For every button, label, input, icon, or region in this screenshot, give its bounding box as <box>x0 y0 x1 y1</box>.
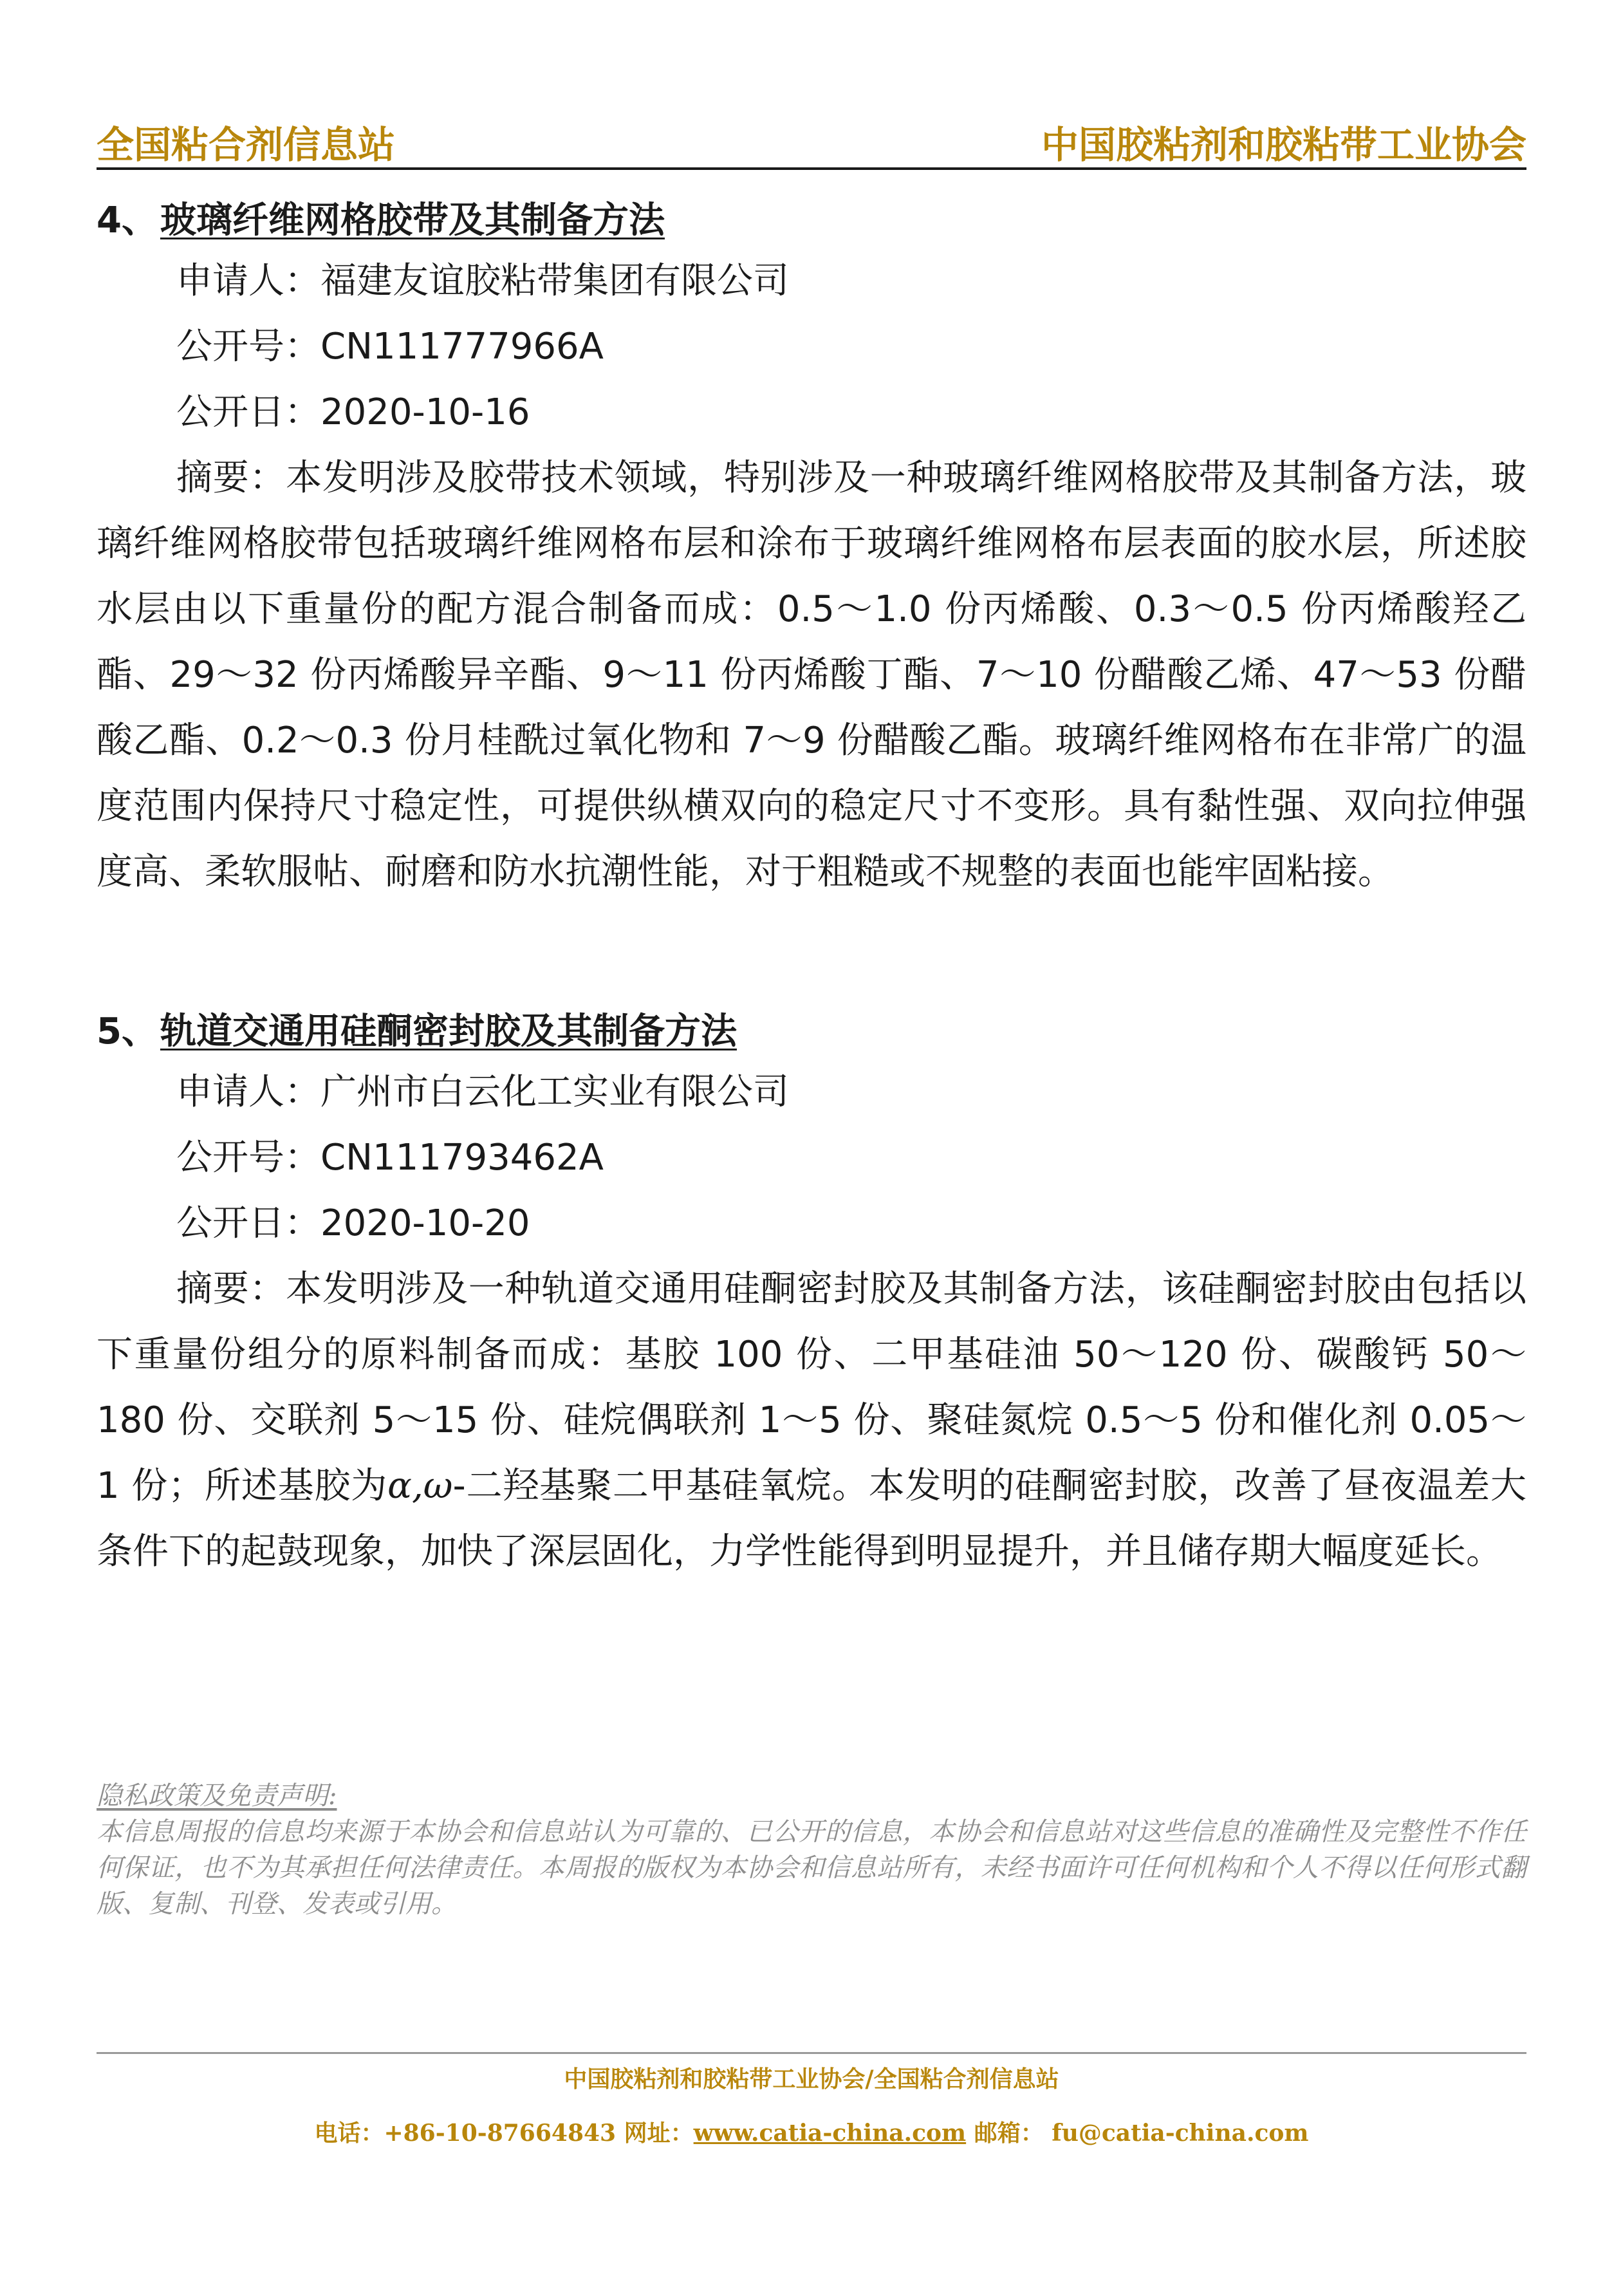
publication-date-field: 公开日：2020-10-16 <box>176 391 530 433</box>
footer-divider <box>97 2052 1526 2054</box>
footer-phone: 电话：+86-10-87664843 网址： <box>314 2120 694 2147</box>
abstract-paragraph: 摘要：本发明涉及胶带技术领域，特别涉及一种玻璃纤维网格胶带及其制备方法，玻璃纤维网格胶带包括玻璃纤维网格布层和涂布于玻璃纤维网格布层表面的胶水层，所述胶水层由以下重量份的配方混合制备而成：0.5～1.0 份丙烯酸、0.3～0.5 份丙烯酸羟乙酯、29～32 份丙烯酸异辛酯、9～11 份丙烯酸丁酯、7～10 份醋酸乙烯、47～53 份醋酸乙酯、0.2～0.3 份月桂酰过氧化物和 7～9 份醋酸乙酯。玻璃纤维网格布在非常广的温度范围内保持尺寸稳定性，可提供纵横双向的稳定尺寸不变形。具有黏性强、双向拉伸强度高、柔软服帖、耐磨和防水抗潮性能，对于粗糙或不规整的表面也能牢固粘接。 <box>97 457 1526 893</box>
header-divider <box>97 167 1526 170</box>
disclaimer-block <box>97 1778 1526 1922</box>
entry-title-text: 轨道交通用硅酮密封胶及其制备方法 <box>160 1011 737 1052</box>
disclaimer-body: 本信息周报的信息均来源于本协会和信息站认为可靠的、已公开的信息，本协会和信息站对这些信息的准确性及完整性不作任何保证，也不为其承担任何法律责任。本周报的版权为本协会和信息站所有，未经书面许可任何机构和个人不得以任何形式翻版、复制、刊登、发表或引用。 <box>97 1817 1526 1919</box>
entry-number: 4、 <box>97 200 158 241</box>
entry-title-text: 玻璃纤维网格胶带及其制备方法 <box>160 200 665 241</box>
applicant-field: 申请人：广州市白云化工实业有限公司 <box>176 1071 789 1113</box>
entry-title <box>97 193 1526 248</box>
publication-date-field: 公开日：2020-10-20 <box>176 1202 530 1244</box>
applicant-field: 申请人：福建友谊胶粘带集团有限公司 <box>176 260 789 302</box>
footer-contact <box>97 2115 1526 2148</box>
entry-number: 5、 <box>97 1011 158 1052</box>
header-left-title: 全国粘合剂信息站 <box>97 123 396 167</box>
patent-entry-4 <box>97 193 1526 905</box>
entry-title <box>97 1004 1526 1059</box>
abstract-text-part1: 摘要：本发明涉及一种轨道交通用硅酮密封胶及其制备方法，该硅酮密封胶由包括以下重量份组分的原料制备而成：基胶 100 份、二甲基硅油 50～120 份、碳酸钙 50～180 份、交联剂 5～15 份、硅烷偶联剂 1～5 份、聚硅氮烷 0.5～5 份和催化剂 0.05～1 份；所述基胶为 <box>97 1268 1526 1507</box>
page-header <box>97 108 1526 170</box>
abstract-paragraph <box>97 1256 1526 1585</box>
footer-website-link[interactable]: www.catia-china.com <box>693 2120 967 2147</box>
abstract-text-part2: -二羟基聚二甲基硅氧烷。本发明的硅酮密封胶，改善了昼夜温差大条件下的起鼓现象，加快了深层固化，力学性能得到明显提升，并且储存期大幅度延长。 <box>97 1465 1526 1573</box>
patent-entry-5 <box>97 1004 1526 1585</box>
publication-number-field: 公开号：CN111777966A <box>176 326 604 368</box>
footer-organization: 中国胶粘剂和胶粘带工业协会/全国粘合剂信息站 <box>564 2066 1059 2093</box>
disclaimer-title: 隐私政策及免责声明: <box>97 1781 337 1811</box>
publication-number-field: 公开号：CN111793462A <box>176 1137 604 1179</box>
greek-alpha-omega: α,ω <box>387 1465 453 1507</box>
footer-email[interactable]: 邮箱： fu@catia-china.com <box>966 2120 1309 2147</box>
header-right-title: 中国胶粘剂和胶粘带工业协会 <box>1041 123 1526 167</box>
